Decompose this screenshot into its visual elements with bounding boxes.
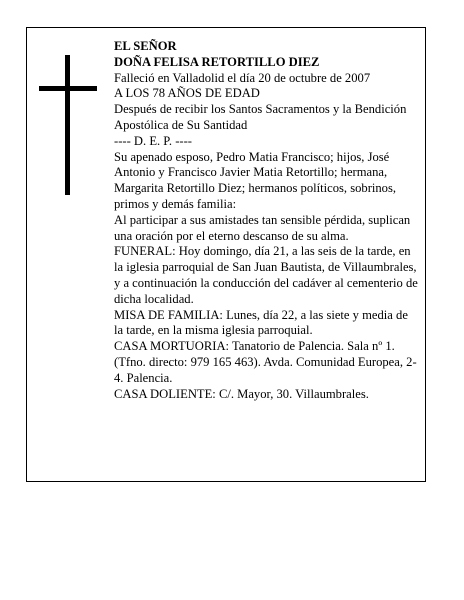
funeral-home-info: CASA MORTUORIA: Tanatorio de Palencia. Sala nº 1. (Tfno. directo: 979 165 463). Avda. Comunidad Europea, 2-4. Palencia.	[114, 339, 417, 385]
family-list: Su apenado esposo, Pedro Matia Francisco; hijos, José Antonio y Francisco Javier Matia Retortillo; hermana, Margarita Retortillo Diez; hermanos políticos, sobrinos, primos y demás familia:	[114, 149, 397, 211]
notice-title: EL SEÑOR	[114, 39, 177, 53]
cross-vertical-bar	[65, 55, 70, 195]
age-line: A LOS 78 AÑOS DE EDAD	[114, 86, 260, 101]
family-mass-info: MISA DE FAMILIA: Lunes, día 22, a las siete y media de la tarde, en la misma iglesia parroquial.	[114, 307, 408, 338]
family-home-info: CASA DOLIENTE: C/. Mayor, 30. Villaumbrales.	[114, 386, 369, 401]
funeral-info: FUNERAL: Hoy domingo, día 21, a las seis de la tarde, en la iglesia parroquial de San Juan Bautista, de Villaumbrales, y a continuación la conducción del cadáver al cementerio de dicha localidad.	[114, 244, 418, 306]
deceased-name: DOÑA FELISA RETORTILLO DIEZ	[114, 54, 320, 69]
rip-line: ---- D. E. P. ----	[114, 133, 192, 148]
cross-horizontal-bar	[39, 86, 97, 91]
prayer-request: Al participar a sus amistades tan sensible pérdida, suplican una oración por el eterno descanso de su alma.	[114, 212, 411, 243]
obituary-text	[114, 39, 418, 402]
death-details: Falleció en Valladolid el día 20 de octubre de 2007	[114, 70, 371, 85]
sacraments-text: Después de recibir los Santos Sacramentos y la Bendición Apostólica de Su Santidad	[114, 102, 407, 132]
